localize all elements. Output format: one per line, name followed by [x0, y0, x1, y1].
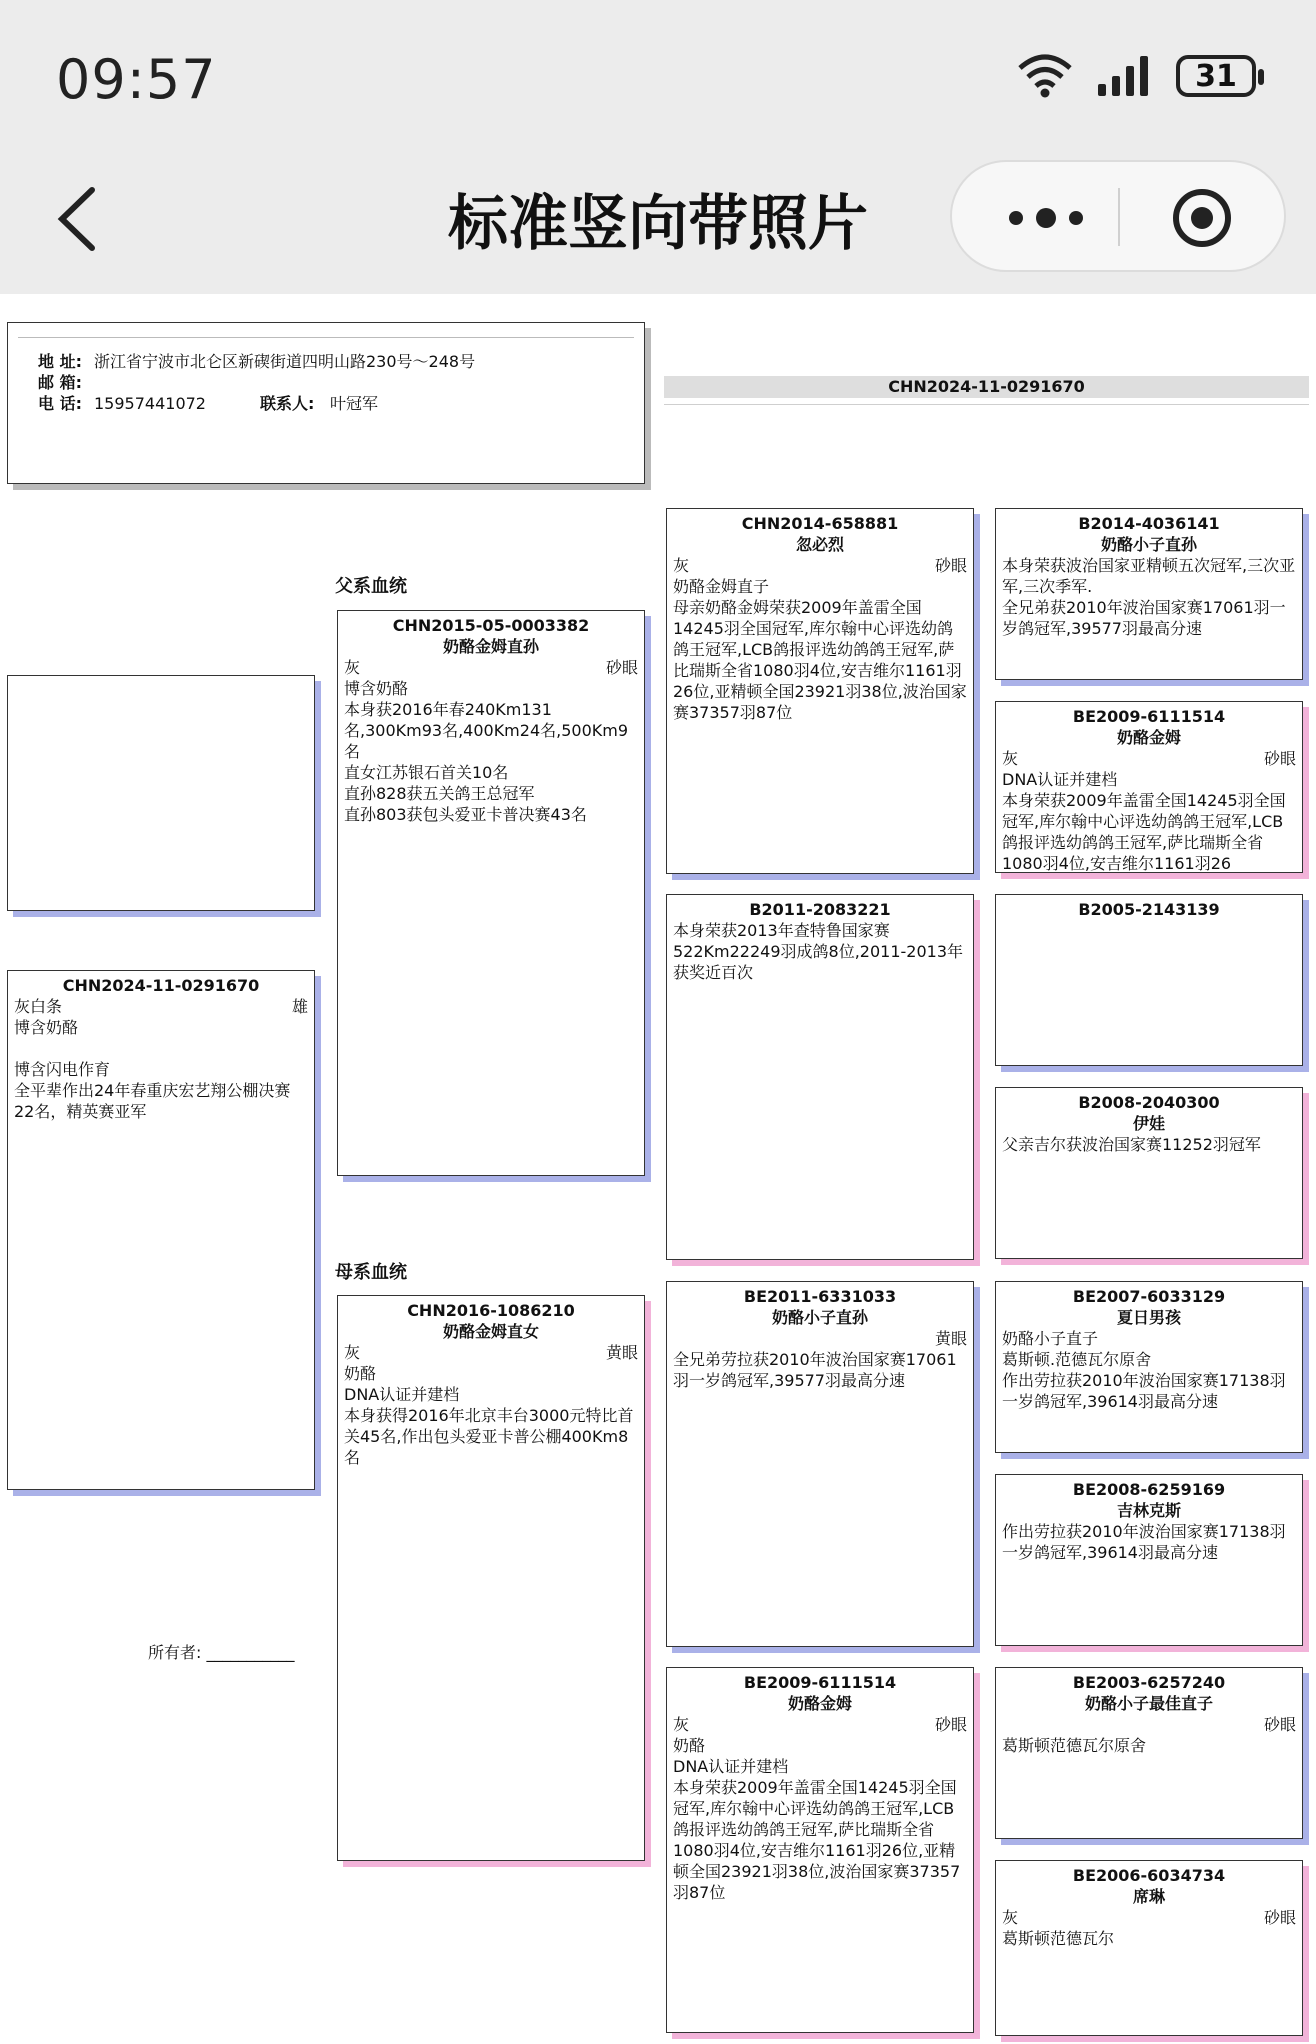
- granddam-paternal-box: [666, 894, 974, 1260]
- grandsire-maternal-box: [666, 1281, 974, 1647]
- status-bar: [0, 0, 1316, 160]
- dam-eye: 黄眼: [605, 1343, 638, 1362]
- gp1-strain: 奶酪金姆直子: [673, 577, 770, 596]
- capsule-divider: [1118, 188, 1120, 246]
- ggp2-name: 奶酪金姆: [1116, 728, 1181, 747]
- dam-name: 奶酪金姆直女: [442, 1322, 539, 1341]
- ggp8-code: BE2006-6034734: [1072, 1866, 1226, 1885]
- ggp4-notes: 父亲吉尔获波治国家赛11252羽冠军: [1002, 1135, 1261, 1154]
- phone-label: 电 话:: [38, 394, 82, 413]
- phone-row: [38, 393, 378, 414]
- dam-row: [338, 1342, 644, 1363]
- ggp6-code: BE2008-6259169: [1072, 1480, 1226, 1499]
- gp3-eye: 黄眼: [934, 1329, 967, 1348]
- sire-name: 奶酪金姆直孙: [442, 637, 539, 656]
- subject-box: [7, 970, 315, 1490]
- ggp2-box: [995, 701, 1303, 873]
- sire-color: 灰: [344, 658, 361, 677]
- grandsire-paternal-box: [666, 508, 974, 874]
- dam-line-label: 母系血统: [335, 1262, 407, 1283]
- phone-value: 15957441072: [94, 394, 206, 413]
- sire-notes: 本身获2016年春240Km131名,300Km93名,400Km24名,500Km9名 直女江苏银石首关10名 直孙828获五关鸽王总冠军 直孙803获包头爱亚卡普决赛43名: [344, 700, 629, 824]
- ggp8-color: 灰: [1002, 1908, 1019, 1927]
- gp1-eye: 砂眼: [934, 556, 967, 575]
- gp3-name: 奶酪小子直孙: [771, 1308, 868, 1327]
- mailbox-label: 邮 箱:: [38, 373, 82, 392]
- ggp3-box: [995, 894, 1303, 1066]
- gp4-code: BE2009-6111514: [743, 1673, 897, 1692]
- subject-strain: 博含奶酪: [14, 1018, 79, 1037]
- gp3-row: [667, 1328, 973, 1349]
- ggp4-box: [995, 1087, 1303, 1259]
- mailbox-row: [38, 372, 94, 393]
- ggp8-name: 席琳: [1132, 1887, 1165, 1906]
- gp4-color: 灰: [673, 1715, 690, 1734]
- ggp5-code: BE2007-6033129: [1072, 1287, 1226, 1306]
- ggp5-box: [995, 1281, 1303, 1453]
- gp2-code: B2011-2083221: [749, 900, 891, 919]
- dam-notes: DNA认证并建档 本身获得2016年北京丰台3000元特比首关45名,作出包头爱亚卡普公棚400Km8名: [344, 1385, 634, 1467]
- sire-strain: 博含奶酪: [344, 679, 409, 698]
- dam-box: [337, 1295, 645, 1861]
- ggp7-eye: 砂眼: [1263, 1715, 1296, 1734]
- divider: [18, 337, 634, 338]
- ggp2-strain: DNA认证并建档: [1002, 770, 1118, 789]
- contact-box: [7, 322, 645, 484]
- subject-code: CHN2024-11-0291670: [62, 976, 260, 995]
- status-icons: [1016, 52, 1256, 100]
- gp4-strain: 奶酪: [673, 1736, 706, 1755]
- dam-strain: 奶酪: [344, 1364, 377, 1383]
- ggp2-code: BE2009-6111514: [1072, 707, 1226, 726]
- dam-color: 灰: [344, 1343, 361, 1362]
- gp2-notes: 本身荣获2013年查特鲁国家赛522Km22249羽成鸽8位,2011-2013年获奖近百次: [673, 921, 963, 982]
- divider: [664, 404, 1309, 405]
- ggp7-name: 奶酪小子最佳直子: [1084, 1694, 1213, 1713]
- ggp4-name: 伊娃: [1132, 1114, 1165, 1133]
- gp1-color: 灰: [673, 556, 690, 575]
- ggp7-row: [996, 1714, 1302, 1735]
- photo-placeholder: [7, 675, 315, 911]
- subject-notes: 博含闪电作育 全平辈作出24年春重庆宏艺翔公棚决赛22名，精英赛亚军: [14, 1060, 291, 1121]
- owner-label: 所有者:: [148, 1643, 202, 1662]
- sire-code: CHN2015-05-0003382: [392, 616, 590, 635]
- ggp7-code: BE2003-6257240: [1072, 1673, 1226, 1692]
- contact-value: 叶冠军: [330, 394, 379, 413]
- ggp1-box: [995, 508, 1303, 680]
- owner-field: [148, 1640, 295, 1663]
- ggp7-box: [995, 1667, 1303, 1839]
- ggp3-code: B2005-2143139: [1078, 900, 1220, 919]
- ggp6-box: [995, 1474, 1303, 1646]
- ggp2-color: 灰: [1002, 749, 1019, 768]
- ggp8-notes: 葛斯顿范德瓦尔: [1002, 1929, 1115, 1948]
- gp1-notes: 母亲奶酪金姆荣获2009年盖雷全国14245羽全国冠军,库尔翰中心评选幼鸽鸽王冠军,LCB鸽报评选幼鸽鸽王冠军,萨比瑞斯全省1080羽4位,安吉维尔1161羽26位,亚精顿全国23921羽38位,波治国家赛37357羽87位: [673, 598, 967, 722]
- sire-line-label: 父系血统: [335, 576, 407, 597]
- ggp6-name: 吉林克斯: [1116, 1501, 1181, 1520]
- ggp2-eye: 砂眼: [1263, 749, 1296, 768]
- sire-eye: 砂眼: [605, 658, 638, 677]
- gp1-code: CHN2014-658881: [741, 514, 899, 533]
- battery-icon: [1176, 55, 1256, 97]
- subject-row: [8, 996, 314, 1017]
- ggp1-name: 奶酪小子直孙: [1100, 535, 1197, 554]
- contact-label: 联系人:: [260, 394, 315, 413]
- address-label: 地 址:: [38, 352, 82, 371]
- ggp8-eye: 砂眼: [1263, 1908, 1296, 1927]
- status-time: 09:57: [56, 48, 217, 111]
- subject-color: 灰白条: [14, 997, 63, 1016]
- close-target-icon[interactable]: [1170, 186, 1234, 250]
- ggp4-code: B2008-2040300: [1078, 1093, 1220, 1112]
- address-row: [38, 351, 475, 372]
- ggp8-box: [995, 1860, 1303, 2036]
- gp4-name: 奶酪金姆: [787, 1694, 852, 1713]
- more-dots-icon[interactable]: [996, 198, 1096, 238]
- battery-level: 31: [1195, 58, 1237, 94]
- dam-code: CHN2016-1086210: [407, 1301, 575, 1320]
- granddam-maternal-box: [666, 1667, 974, 2033]
- ggp1-code: B2014-4036141: [1078, 514, 1220, 533]
- ggp2-row: [996, 748, 1302, 769]
- sire-box: [337, 610, 645, 1176]
- address-value: 浙江省宁波市北仑区新碶街道四明山路230号～248号: [94, 352, 476, 371]
- gp3-code: BE2011-6331033: [743, 1287, 897, 1306]
- ggp5-strain: 奶酪小子直子: [1002, 1329, 1099, 1348]
- page-title: 标准竖向带照片: [448, 189, 868, 259]
- gp1-name: 忽必烈: [795, 535, 844, 554]
- ggp6-notes: 作出劳拉获2010年波治国家赛17138羽一岁鸽冠军,39614羽最高分速: [1002, 1522, 1286, 1562]
- ggp5-name: 夏日男孩: [1116, 1308, 1181, 1327]
- ggp2-notes: 本身荣获2009年盖雷全国14245羽全国冠军,库尔翰中心评选幼鸽鸽王冠军,LCB鸽报评选幼鸽鸽王冠军,萨比瑞斯全省1080羽4位,安吉维尔1161羽26: [1002, 791, 1286, 873]
- ggp7-notes: 葛斯顿范德瓦尔原舍: [1002, 1736, 1147, 1755]
- gp4-notes: DNA认证并建档 本身荣获2009年盖雷全国14245羽全国冠军,库尔翰中心评选幼鸽鸽王冠军,LCB鸽报评选幼鸽鸽王冠军,萨比瑞斯全省1080羽4位,安吉维尔1161羽26位,亚精顿全国23921羽38位,波治国家赛37357羽87位: [673, 1757, 961, 1902]
- ggp5-notes: 葛斯顿.范德瓦尔原舍 作出劳拉获2010年波治国家赛17138羽一岁鸽冠军,39614羽最高分速: [1002, 1350, 1286, 1411]
- sire-row: [338, 657, 644, 678]
- mini-program-capsule: [950, 160, 1286, 272]
- ggp1-notes: 本身荣获波治国家亚精顿五次冠军,三次亚军,三次季军. 全兄弟获2010年波治国家赛17061羽一岁鸽冠军,39577羽最高分速: [1002, 556, 1296, 638]
- gp4-row: [667, 1714, 973, 1735]
- band-code-header: CHN2024-11-0291670: [664, 376, 1309, 398]
- gp1-row: [667, 555, 973, 576]
- wifi-icon: [1016, 52, 1074, 100]
- gp4-eye: 砂眼: [934, 1715, 967, 1734]
- signal-icon: [1096, 54, 1154, 98]
- gp3-notes: 全兄弟劳拉获2010年波治国家赛17061羽一岁鸽冠军,39577羽最高分速: [673, 1350, 957, 1390]
- subject-sex: 雄: [291, 997, 308, 1016]
- ggp8-row: [996, 1907, 1302, 1928]
- owner-line: ___________: [206, 1643, 295, 1662]
